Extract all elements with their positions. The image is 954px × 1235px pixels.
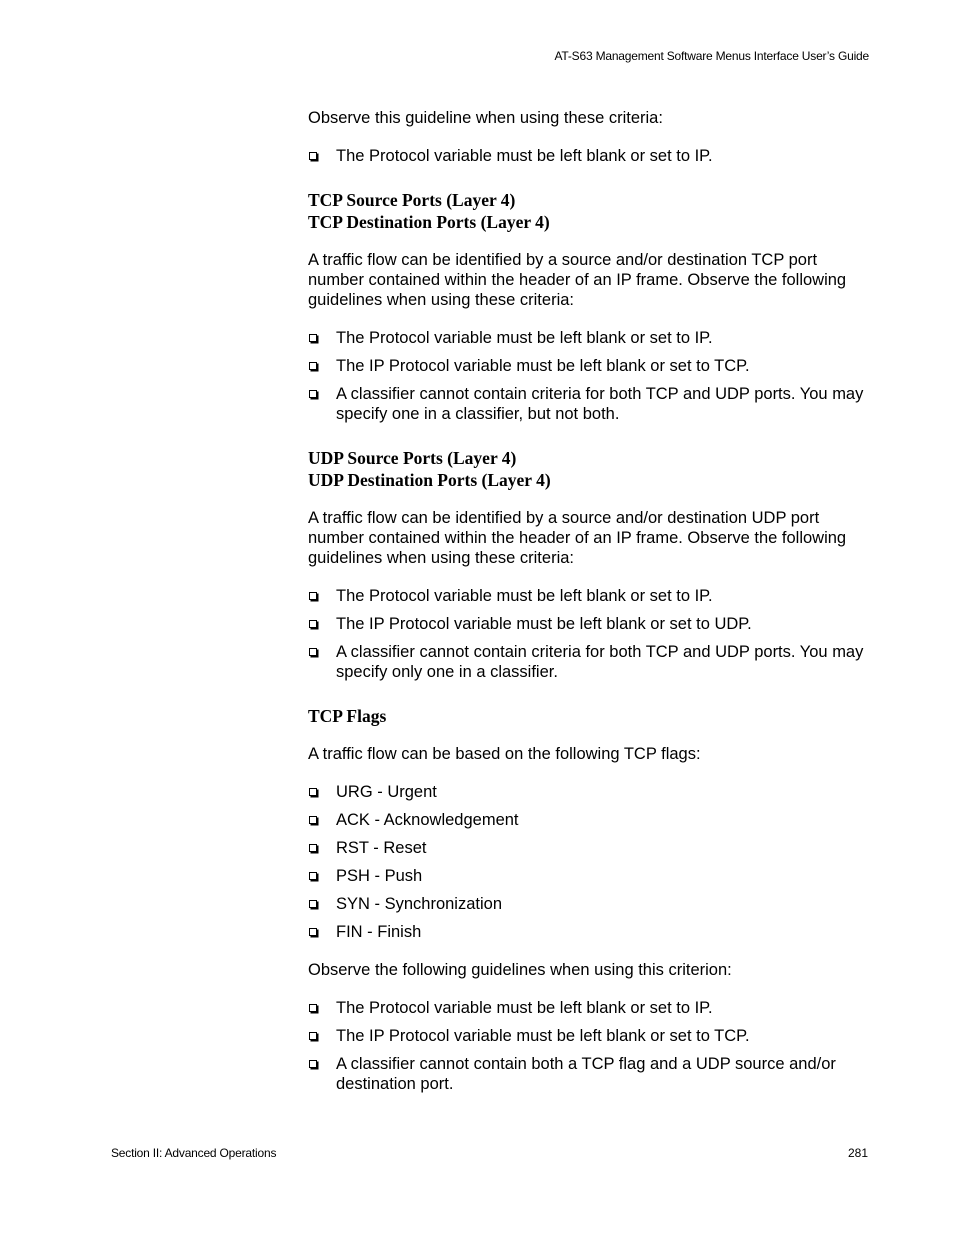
section-heading: TCP Source Ports (Layer 4): [308, 190, 516, 210]
list-item: ACK - Acknowledgement: [308, 810, 874, 830]
list-item: PSH - Push: [308, 866, 874, 886]
checkbox-bullet-icon: [309, 788, 317, 796]
intro-text: Observe this guideline when using these criteria:: [308, 109, 663, 127]
section-heading: UDP Source Ports (Layer 4): [308, 448, 517, 468]
body-paragraph: A traffic flow can be identified by a source and/or destination TCP port number contained within the header of an IP frame. Observe the following guidelines when using these criteria:: [308, 251, 847, 309]
list-item: The IP Protocol variable must be left blank or set to UDP.: [308, 614, 874, 634]
checkbox-bullet-icon: [309, 1004, 317, 1012]
list-item: The IP Protocol variable must be left blank or set to TCP.: [308, 356, 874, 376]
list-item: RST - Reset: [308, 838, 874, 858]
checkbox-bullet-icon: [309, 816, 317, 824]
list-item: A classifier cannot contain criteria for both TCP and UDP ports. You may specify one in a classifier, but not both.: [308, 384, 874, 424]
tcp-ports-bullet-list: [308, 328, 874, 424]
running-header: AT-S63 Management Software Menus Interface User’s Guide: [554, 49, 869, 63]
checkbox-bullet-icon: [309, 152, 317, 160]
section-heading: UDP Destination Ports (Layer 4): [308, 470, 551, 490]
checkbox-bullet-icon: [309, 620, 317, 628]
udp-ports-bullet-list: [308, 586, 874, 682]
section-heading: TCP Destination Ports (Layer 4): [308, 212, 550, 232]
page-number: 281: [847, 1146, 868, 1160]
tcp-flags-guideline-list: [308, 998, 874, 1094]
list-item: URG - Urgent: [308, 782, 874, 802]
checkbox-bullet-icon: [309, 362, 317, 370]
body-paragraph: Observe the following guidelines when using this criterion:: [308, 961, 732, 979]
checkbox-bullet-icon: [309, 1060, 317, 1068]
checkbox-bullet-icon: [309, 844, 317, 852]
list-item: A classifier cannot contain both a TCP flag and a UDP source and/or destination port.: [308, 1054, 874, 1094]
body-paragraph: A traffic flow can be based on the following TCP flags:: [308, 745, 701, 763]
intro-bullet-list: [308, 146, 874, 166]
list-item: The Protocol variable must be left blank or set to IP.: [308, 146, 874, 166]
checkbox-bullet-icon: [309, 592, 317, 600]
list-item: SYN - Synchronization: [308, 894, 874, 914]
checkbox-bullet-icon: [309, 900, 317, 908]
section-heading: TCP Flags: [308, 706, 387, 726]
footer-section-title: Section II: Advanced Operations: [111, 1146, 277, 1160]
checkbox-bullet-icon: [309, 334, 317, 342]
list-item: FIN - Finish: [308, 922, 874, 942]
tcp-flags-list: [308, 782, 874, 942]
list-item: The Protocol variable must be left blank or set to IP.: [308, 998, 874, 1018]
page-content: [308, 108, 874, 1094]
checkbox-bullet-icon: [309, 648, 317, 656]
list-item: The Protocol variable must be left blank or set to IP.: [308, 586, 874, 606]
checkbox-bullet-icon: [309, 390, 317, 398]
checkbox-bullet-icon: [309, 1032, 317, 1040]
body-paragraph: A traffic flow can be identified by a source and/or destination UDP port number contained within the header of an IP frame. Observe the following guidelines when using these criteria:: [308, 509, 847, 567]
list-item: The Protocol variable must be left blank or set to IP.: [308, 328, 874, 348]
checkbox-bullet-icon: [309, 872, 317, 880]
list-item: The IP Protocol variable must be left blank or set to TCP.: [308, 1026, 874, 1046]
checkbox-bullet-icon: [309, 928, 317, 936]
list-item: A classifier cannot contain criteria for both TCP and UDP ports. You may specify only one in a classifier.: [308, 642, 874, 682]
